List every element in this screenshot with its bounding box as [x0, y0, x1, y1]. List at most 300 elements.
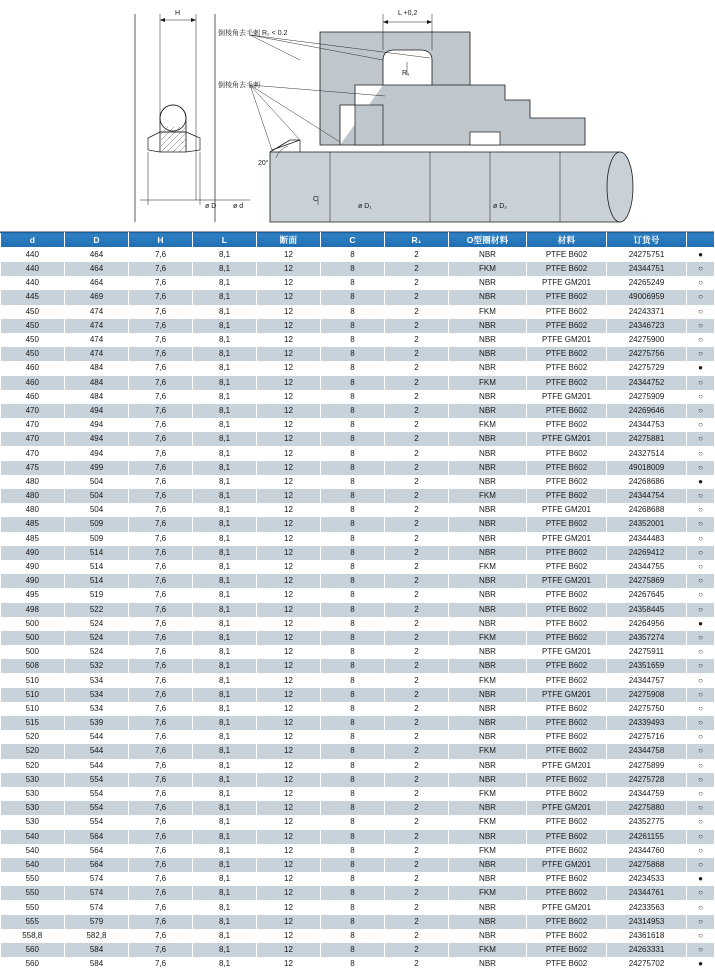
cell-订货号: 24275881	[607, 432, 687, 446]
cell-订货号: 24267645	[607, 588, 687, 602]
table-row	[1, 446, 715, 460]
table-row	[1, 858, 715, 872]
cell-C: 8	[321, 503, 385, 517]
dimension-l: L +0,2	[398, 10, 417, 17]
cell-O型圈材料: NBR	[449, 404, 527, 418]
cell-R₁: 2	[385, 390, 449, 404]
table-body	[1, 248, 715, 971]
cell-O型圈材料: NBR	[449, 475, 527, 489]
cell-订货号: 24275751	[607, 248, 687, 263]
cell-断面: 12	[257, 872, 321, 886]
col-d: d	[1, 233, 65, 248]
cell-H: 7,6	[129, 787, 193, 801]
stock-marker: ○	[687, 631, 715, 645]
stock-marker: ○	[687, 886, 715, 900]
table-row	[1, 503, 715, 517]
cell-订货号: 24344757	[607, 673, 687, 687]
cell-材料: PTFE GM201	[527, 432, 607, 446]
technical-drawing	[0, 0, 714, 232]
cell-L: 8,1	[193, 943, 257, 957]
table-row	[1, 432, 715, 446]
cell-订货号: 24352001	[607, 517, 687, 531]
cell-订货号: 24344752	[607, 376, 687, 390]
cell-O型圈材料: NBR	[449, 503, 527, 517]
cell-H: 7,6	[129, 730, 193, 744]
cell-R₁: 2	[385, 886, 449, 900]
cell-C: 8	[321, 376, 385, 390]
cell-R₁: 2	[385, 361, 449, 375]
cell-H: 7,6	[129, 716, 193, 730]
cell-H: 7,6	[129, 347, 193, 361]
stock-marker: ○	[687, 858, 715, 872]
cell-材料: PTFE B602	[527, 744, 607, 758]
cell-H: 7,6	[129, 319, 193, 333]
cell-L: 8,1	[193, 361, 257, 375]
cell-C: 8	[321, 305, 385, 319]
cell-H: 7,6	[129, 929, 193, 943]
table-row	[1, 844, 715, 858]
table-row	[1, 546, 715, 560]
cell-O型圈材料: FKM	[449, 673, 527, 687]
cell-O型圈材料: NBR	[449, 574, 527, 588]
cell-断面: 12	[257, 376, 321, 390]
cell-R₁: 2	[385, 744, 449, 758]
cell-材料: PTFE B602	[527, 305, 607, 319]
cell-R₁: 2	[385, 574, 449, 588]
cell-d: 440	[1, 248, 65, 263]
cell-断面: 12	[257, 858, 321, 872]
cell-D: 474	[65, 333, 129, 347]
cell-O型圈材料: NBR	[449, 532, 527, 546]
table-row	[1, 673, 715, 687]
cell-订货号: 24275702	[607, 957, 687, 971]
stock-marker: ○	[687, 830, 715, 844]
cell-L: 8,1	[193, 886, 257, 900]
cell-订货号: 24344761	[607, 886, 687, 900]
cell-L: 8,1	[193, 957, 257, 971]
cell-断面: 12	[257, 844, 321, 858]
cell-d: 558,8	[1, 929, 65, 943]
cell-订货号: 24339493	[607, 716, 687, 730]
cell-断面: 12	[257, 915, 321, 929]
cell-L: 8,1	[193, 503, 257, 517]
cell-C: 8	[321, 546, 385, 560]
cell-订货号: 24352775	[607, 815, 687, 829]
col-L: L	[193, 233, 257, 248]
cell-O型圈材料: NBR	[449, 333, 527, 347]
stock-marker: ○	[687, 276, 715, 290]
col-stock-marker	[687, 233, 715, 248]
cell-C: 8	[321, 432, 385, 446]
table-row	[1, 603, 715, 617]
cell-材料: PTFE B602	[527, 446, 607, 460]
cell-H: 7,6	[129, 333, 193, 347]
cell-C: 8	[321, 872, 385, 886]
cell-C: 8	[321, 262, 385, 276]
cell-L: 8,1	[193, 588, 257, 602]
cell-材料: PTFE B602	[527, 489, 607, 503]
cell-C: 8	[321, 830, 385, 844]
cell-L: 8,1	[193, 815, 257, 829]
cell-H: 7,6	[129, 532, 193, 546]
cell-材料: PTFE GM201	[527, 858, 607, 872]
cell-订货号: 24344753	[607, 418, 687, 432]
cell-C: 8	[321, 390, 385, 404]
cell-L: 8,1	[193, 418, 257, 432]
cell-D: 574	[65, 872, 129, 886]
table-row	[1, 418, 715, 432]
cell-材料: PTFE B602	[527, 957, 607, 971]
dimension-dia-D2: ø D₂	[493, 203, 507, 210]
cell-材料: PTFE B602	[527, 517, 607, 531]
cell-d: 490	[1, 560, 65, 574]
cell-C: 8	[321, 560, 385, 574]
cell-断面: 12	[257, 404, 321, 418]
cell-O型圈材料: NBR	[449, 773, 527, 787]
cell-订货号: 24275909	[607, 390, 687, 404]
note-chamfer-deburr: 倒棱角去毛刺 R₂ < 0.2	[218, 28, 287, 38]
cell-材料: PTFE GM201	[527, 390, 607, 404]
cell-D: 464	[65, 276, 129, 290]
stock-marker: ○	[687, 376, 715, 390]
cell-L: 8,1	[193, 333, 257, 347]
cell-L: 8,1	[193, 432, 257, 446]
cell-D: 509	[65, 517, 129, 531]
cell-订货号: 24261155	[607, 830, 687, 844]
stock-marker: ○	[687, 560, 715, 574]
cell-C: 8	[321, 730, 385, 744]
cell-断面: 12	[257, 702, 321, 716]
cell-C: 8	[321, 957, 385, 971]
cell-C: 8	[321, 319, 385, 333]
note-deburr: 倒棱角去毛刺	[218, 80, 260, 90]
cell-断面: 12	[257, 489, 321, 503]
cell-C: 8	[321, 333, 385, 347]
cell-d: 560	[1, 957, 65, 971]
cell-R₁: 2	[385, 404, 449, 418]
cell-d: 515	[1, 716, 65, 730]
cell-H: 7,6	[129, 475, 193, 489]
cell-R₁: 2	[385, 659, 449, 673]
cell-C: 8	[321, 688, 385, 702]
cell-R₁: 2	[385, 503, 449, 517]
cell-L: 8,1	[193, 276, 257, 290]
cell-C: 8	[321, 886, 385, 900]
cell-R₁: 2	[385, 319, 449, 333]
cell-H: 7,6	[129, 645, 193, 659]
cell-H: 7,6	[129, 830, 193, 844]
cell-C: 8	[321, 347, 385, 361]
cell-d: 530	[1, 787, 65, 801]
cell-D: 544	[65, 730, 129, 744]
cell-订货号: 24268688	[607, 503, 687, 517]
cell-H: 7,6	[129, 943, 193, 957]
cell-H: 7,6	[129, 858, 193, 872]
cell-C: 8	[321, 517, 385, 531]
cell-断面: 12	[257, 900, 321, 914]
cell-材料: PTFE B602	[527, 588, 607, 602]
cell-C: 8	[321, 290, 385, 304]
cell-O型圈材料: FKM	[449, 489, 527, 503]
cell-D: 579	[65, 915, 129, 929]
cell-d: 450	[1, 333, 65, 347]
cell-L: 8,1	[193, 390, 257, 404]
cell-d: 530	[1, 815, 65, 829]
cell-D: 544	[65, 744, 129, 758]
table-row	[1, 702, 715, 716]
cell-L: 8,1	[193, 801, 257, 815]
cell-R₁: 2	[385, 844, 449, 858]
cell-D: 532	[65, 659, 129, 673]
cell-断面: 12	[257, 248, 321, 263]
cell-d: 550	[1, 872, 65, 886]
col-oring-material: O型圈材料	[449, 233, 527, 248]
stock-marker: ○	[687, 532, 715, 546]
cell-断面: 12	[257, 517, 321, 531]
cell-R₁: 2	[385, 290, 449, 304]
dimension-c: C	[313, 196, 318, 203]
stock-marker: ○	[687, 461, 715, 475]
cell-R₁: 2	[385, 432, 449, 446]
table-row	[1, 830, 715, 844]
cell-R₁: 2	[385, 645, 449, 659]
cell-C: 8	[321, 801, 385, 815]
cell-订货号: 24346723	[607, 319, 687, 333]
cell-R₁: 2	[385, 801, 449, 815]
cell-订货号: 24265249	[607, 276, 687, 290]
cell-D: 524	[65, 645, 129, 659]
table-row	[1, 943, 715, 957]
cell-R₁: 2	[385, 376, 449, 390]
cell-材料: PTFE B602	[527, 702, 607, 716]
cell-订货号: 49006959	[607, 290, 687, 304]
stock-marker: ○	[687, 290, 715, 304]
cell-D: 504	[65, 503, 129, 517]
cell-断面: 12	[257, 673, 321, 687]
cell-L: 8,1	[193, 744, 257, 758]
stock-marker: ○	[687, 844, 715, 858]
table-row	[1, 248, 715, 263]
cell-材料: PTFE B602	[527, 475, 607, 489]
cell-订货号: 24269412	[607, 546, 687, 560]
cell-断面: 12	[257, 645, 321, 659]
cell-O型圈材料: NBR	[449, 248, 527, 263]
cell-订货号: 24344758	[607, 744, 687, 758]
cell-d: 520	[1, 759, 65, 773]
cell-d: 495	[1, 588, 65, 602]
cell-L: 8,1	[193, 546, 257, 560]
table-row	[1, 276, 715, 290]
stock-marker: ○	[687, 305, 715, 319]
cell-L: 8,1	[193, 830, 257, 844]
cell-H: 7,6	[129, 503, 193, 517]
cell-R₁: 2	[385, 588, 449, 602]
cell-O型圈材料: NBR	[449, 446, 527, 460]
cell-d: 510	[1, 673, 65, 687]
cell-材料: PTFE B602	[527, 319, 607, 333]
cell-L: 8,1	[193, 489, 257, 503]
cell-材料: PTFE B602	[527, 560, 607, 574]
cell-O型圈材料: NBR	[449, 900, 527, 914]
cell-d: 498	[1, 603, 65, 617]
cell-C: 8	[321, 588, 385, 602]
cell-C: 8	[321, 673, 385, 687]
cell-D: 524	[65, 631, 129, 645]
stock-marker: ●	[687, 872, 715, 886]
cell-O型圈材料: NBR	[449, 361, 527, 375]
cell-订货号: 24357274	[607, 631, 687, 645]
cell-d: 500	[1, 617, 65, 631]
table-row	[1, 574, 715, 588]
cell-L: 8,1	[193, 659, 257, 673]
cell-订货号: 24264956	[607, 617, 687, 631]
cell-L: 8,1	[193, 673, 257, 687]
cell-L: 8,1	[193, 262, 257, 276]
cell-R₁: 2	[385, 759, 449, 773]
table-row	[1, 716, 715, 730]
table-row	[1, 376, 715, 390]
cell-L: 8,1	[193, 858, 257, 872]
stock-marker: ○	[687, 943, 715, 957]
cell-材料: PTFE B602	[527, 617, 607, 631]
table-row	[1, 347, 715, 361]
cell-O型圈材料: NBR	[449, 290, 527, 304]
cell-R₁: 2	[385, 461, 449, 475]
cell-H: 7,6	[129, 418, 193, 432]
stock-marker: ○	[687, 347, 715, 361]
table-row	[1, 815, 715, 829]
cell-断面: 12	[257, 588, 321, 602]
cell-D: 574	[65, 886, 129, 900]
cell-断面: 12	[257, 333, 321, 347]
cell-订货号: 24275899	[607, 759, 687, 773]
cell-C: 8	[321, 659, 385, 673]
cell-D: 514	[65, 560, 129, 574]
cell-d: 480	[1, 475, 65, 489]
cell-D: 464	[65, 248, 129, 263]
cell-C: 8	[321, 631, 385, 645]
stock-marker: ○	[687, 333, 715, 347]
dimension-h: H	[175, 10, 180, 17]
table-row	[1, 645, 715, 659]
stock-marker: ○	[687, 588, 715, 602]
col-H: H	[129, 233, 193, 248]
table-row	[1, 900, 715, 914]
cell-D: 494	[65, 404, 129, 418]
stock-marker: ○	[687, 432, 715, 446]
stock-marker: ○	[687, 319, 715, 333]
cell-d: 470	[1, 418, 65, 432]
cell-R₁: 2	[385, 248, 449, 263]
cell-H: 7,6	[129, 588, 193, 602]
cell-L: 8,1	[193, 716, 257, 730]
cell-H: 7,6	[129, 290, 193, 304]
cell-D: 534	[65, 688, 129, 702]
cell-断面: 12	[257, 503, 321, 517]
cell-断面: 12	[257, 659, 321, 673]
cell-D: 554	[65, 815, 129, 829]
cell-D: 494	[65, 432, 129, 446]
cell-R₁: 2	[385, 773, 449, 787]
cell-C: 8	[321, 489, 385, 503]
table-row	[1, 361, 715, 375]
table-row	[1, 688, 715, 702]
cell-O型圈材料: NBR	[449, 517, 527, 531]
cell-O型圈材料: NBR	[449, 872, 527, 886]
stock-marker: ○	[687, 262, 715, 276]
cell-材料: PTFE B602	[527, 844, 607, 858]
table-row	[1, 659, 715, 673]
cell-订货号: 24233563	[607, 900, 687, 914]
stock-marker: ○	[687, 546, 715, 560]
cell-订货号: 24314953	[607, 915, 687, 929]
cell-L: 8,1	[193, 574, 257, 588]
cell-断面: 12	[257, 957, 321, 971]
cell-C: 8	[321, 858, 385, 872]
cell-C: 8	[321, 574, 385, 588]
cell-R₁: 2	[385, 517, 449, 531]
cell-断面: 12	[257, 446, 321, 460]
cell-D: 582,8	[65, 929, 129, 943]
cell-L: 8,1	[193, 603, 257, 617]
cell-O型圈材料: FKM	[449, 376, 527, 390]
cell-d: 540	[1, 830, 65, 844]
cell-O型圈材料: NBR	[449, 702, 527, 716]
cell-材料: PTFE B602	[527, 376, 607, 390]
cell-H: 7,6	[129, 688, 193, 702]
cell-D: 564	[65, 858, 129, 872]
cell-C: 8	[321, 702, 385, 716]
stock-marker: ○	[687, 645, 715, 659]
cell-材料: PTFE B602	[527, 290, 607, 304]
stock-marker: ●	[687, 475, 715, 489]
table-row	[1, 957, 715, 971]
cell-R₁: 2	[385, 262, 449, 276]
cell-L: 8,1	[193, 319, 257, 333]
cell-d: 445	[1, 290, 65, 304]
cell-H: 7,6	[129, 432, 193, 446]
cell-L: 8,1	[193, 688, 257, 702]
stock-marker: ○	[687, 673, 715, 687]
cell-C: 8	[321, 773, 385, 787]
col-section: 断面	[257, 233, 321, 248]
cell-断面: 12	[257, 929, 321, 943]
cell-D: 509	[65, 532, 129, 546]
cell-L: 8,1	[193, 475, 257, 489]
cell-材料: PTFE B602	[527, 603, 607, 617]
cell-R₁: 2	[385, 730, 449, 744]
cell-D: 484	[65, 390, 129, 404]
cell-断面: 12	[257, 418, 321, 432]
cell-L: 8,1	[193, 532, 257, 546]
cell-H: 7,6	[129, 673, 193, 687]
cell-L: 8,1	[193, 290, 257, 304]
cell-D: 554	[65, 773, 129, 787]
cell-订货号: 24269646	[607, 404, 687, 418]
cell-D: 519	[65, 588, 129, 602]
cell-材料: PTFE B602	[527, 546, 607, 560]
cell-R₁: 2	[385, 858, 449, 872]
table-row	[1, 872, 715, 886]
cell-H: 7,6	[129, 361, 193, 375]
cell-材料: PTFE GM201	[527, 333, 607, 347]
cell-断面: 12	[257, 361, 321, 375]
table-row	[1, 475, 715, 489]
cell-H: 7,6	[129, 262, 193, 276]
cell-订货号: 24243371	[607, 305, 687, 319]
cell-断面: 12	[257, 390, 321, 404]
stock-marker: ○	[687, 517, 715, 531]
